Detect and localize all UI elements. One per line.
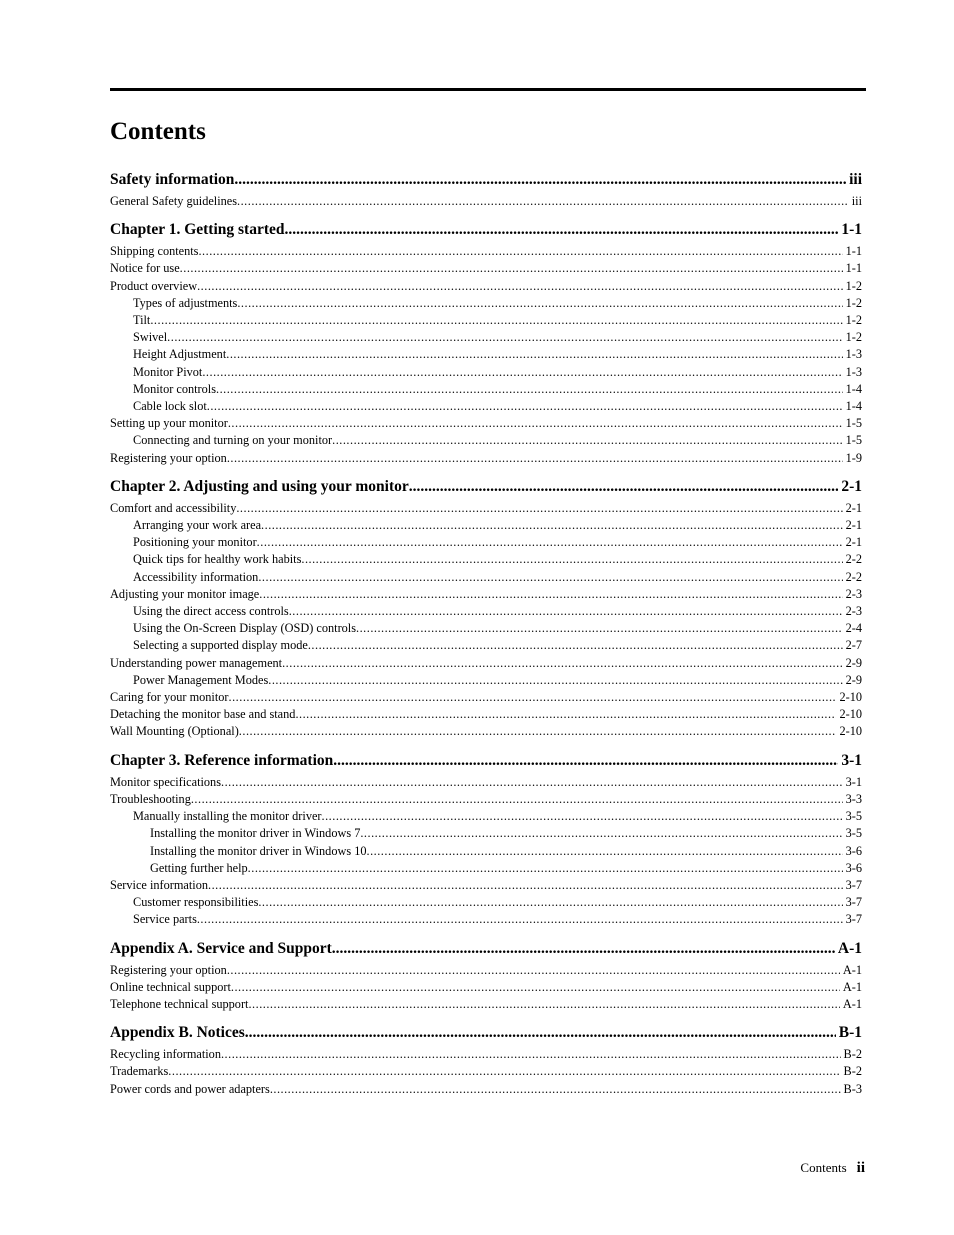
page-title: Contents <box>110 118 206 145</box>
toc-entry-label: Product overview <box>110 278 198 293</box>
toc-entry-page: 1-2 <box>845 313 862 328</box>
toc-heading-page: 2-1 <box>841 477 862 495</box>
toc-entry-page: 2-1 <box>845 500 862 515</box>
dot-leader <box>360 825 842 842</box>
dot-leader <box>234 170 846 190</box>
dot-leader <box>308 637 843 654</box>
dot-leader <box>268 672 842 689</box>
toc-section <box>110 751 862 929</box>
toc-entry-label: Positioning your monitor <box>133 535 257 550</box>
toc-entry-label: Using the direct access controls <box>133 604 289 619</box>
dot-leader <box>237 295 842 312</box>
toc-entry[interactable] <box>110 243 862 260</box>
toc-entry[interactable] <box>110 620 862 637</box>
toc-entry-label: Adjusting your monitor image <box>110 586 260 601</box>
toc-entry-label: Trademarks <box>110 1064 169 1079</box>
toc-entry-page: 1-9 <box>845 450 862 465</box>
toc-entry-page: 2-7 <box>845 638 862 653</box>
toc-section <box>110 220 862 467</box>
dot-leader <box>167 329 842 346</box>
dot-leader <box>258 894 842 911</box>
toc-entry[interactable] <box>110 911 862 928</box>
footer-page-number: ii <box>856 1160 865 1176</box>
dot-leader <box>245 1023 836 1043</box>
toc-entry-page: 1-5 <box>845 416 862 431</box>
toc-heading[interactable] <box>110 170 862 190</box>
toc-entry-page: 2-1 <box>845 535 862 550</box>
toc-entry-page: 3-7 <box>845 895 862 910</box>
dot-leader <box>301 551 842 568</box>
toc-entry[interactable] <box>110 432 862 449</box>
toc-entry-page: 1-1 <box>845 244 862 259</box>
toc-entry-page: 2-10 <box>839 690 862 705</box>
toc-entry-page: iii <box>851 194 862 208</box>
toc-entry-page: 3-1 <box>845 774 862 789</box>
toc-entry-page: 2-1 <box>845 518 862 533</box>
toc-entry-label: Comfort and accessibility <box>110 500 237 515</box>
dot-leader <box>180 260 843 277</box>
toc-entry[interactable] <box>110 825 862 842</box>
toc-entry-label: Wall Mounting (Optional) <box>110 724 239 739</box>
toc-entry-label: Monitor controls <box>133 381 216 396</box>
toc-entry-page: 2-9 <box>845 672 862 687</box>
toc-entry-label: Power cords and power adapters <box>110 1081 270 1096</box>
toc-heading-page: 1-1 <box>841 221 862 239</box>
dot-leader <box>285 220 839 240</box>
toc-entry[interactable] <box>110 894 862 911</box>
toc-entry-page: A-1 <box>842 979 862 994</box>
dot-leader <box>221 774 843 791</box>
dot-leader <box>248 996 839 1013</box>
toc-entry-page: 2-3 <box>845 604 862 619</box>
toc-entry-label: Service parts <box>133 912 197 927</box>
toc-entry-page: 2-2 <box>845 569 862 584</box>
dot-leader <box>248 860 843 877</box>
dot-leader <box>150 312 842 329</box>
toc-entry-label: Using the On-Screen Display (OSD) controls <box>133 621 357 636</box>
toc-heading[interactable] <box>110 939 862 959</box>
toc-entry-page: 1-2 <box>845 278 862 293</box>
toc-entry-label: Monitor specifications <box>110 774 221 789</box>
toc-section <box>110 939 862 1014</box>
dot-leader <box>237 193 849 210</box>
toc-entry-page: 1-5 <box>845 433 862 448</box>
toc-entry-page: B-3 <box>843 1081 862 1096</box>
toc-entry[interactable] <box>110 364 862 381</box>
toc-entry[interactable] <box>110 1046 862 1063</box>
toc-entry-label: Connecting and turning on your monitor <box>133 433 333 448</box>
toc-entry[interactable] <box>110 655 862 672</box>
toc-heading-page: B-1 <box>838 1024 862 1042</box>
toc-entry-label: Service information <box>110 877 209 892</box>
dot-leader <box>332 939 835 959</box>
toc-entry-label: Power Management Modes <box>133 672 269 687</box>
toc-entry-label: Troubleshooting <box>110 791 191 806</box>
toc-entry-page: 2-9 <box>845 655 862 670</box>
toc-heading-label: Chapter 1. Getting started <box>110 221 285 239</box>
toc-entry[interactable] <box>110 996 862 1013</box>
toc-entry-label: Arranging your work area <box>133 518 262 533</box>
toc-entry-page: 3-7 <box>845 877 862 892</box>
toc-entry-page: 1-4 <box>845 399 862 414</box>
dot-leader <box>197 911 843 928</box>
dot-leader <box>229 689 837 706</box>
toc-entry[interactable] <box>110 346 862 363</box>
dot-leader <box>207 398 843 415</box>
toc-entry[interactable] <box>110 415 862 432</box>
toc-entry[interactable] <box>110 962 862 979</box>
toc-heading-label: Chapter 2. Adjusting and using your monitor <box>110 477 409 495</box>
dot-leader <box>231 979 840 996</box>
toc-entry-page: 2-2 <box>845 552 862 567</box>
toc-entry-label: Quick tips for healthy work habits <box>133 552 302 567</box>
toc-entry-label: Getting further help <box>150 860 248 875</box>
toc-heading-label: Appendix A. Service and Support <box>110 939 332 957</box>
toc-entry-page: 1-4 <box>845 381 862 396</box>
toc-entry-label: Height Adjustment <box>133 347 227 362</box>
page-footer <box>800 1160 865 1177</box>
dot-leader <box>322 808 843 825</box>
toc-entry-label: Online technical support <box>110 979 231 994</box>
toc-entry[interactable] <box>110 979 862 996</box>
dot-leader <box>258 569 842 586</box>
dot-leader <box>227 450 843 467</box>
toc-entry[interactable] <box>110 723 862 740</box>
toc-entry[interactable] <box>110 1081 862 1098</box>
toc-entry-page: 1-2 <box>845 330 862 345</box>
toc-entry-label: Manually installing the monitor driver <box>133 809 322 824</box>
toc-entry-label: Shipping contents <box>110 244 199 259</box>
toc-entry-page: B-2 <box>843 1064 862 1079</box>
toc-entry-page: B-2 <box>843 1047 862 1062</box>
toc-entry-label: Recycling information <box>110 1047 221 1062</box>
toc-entry[interactable] <box>110 586 862 603</box>
dot-leader <box>261 517 843 534</box>
toc-entry[interactable] <box>110 706 862 723</box>
toc-entry-label: Registering your option <box>110 450 227 465</box>
toc-entry[interactable] <box>110 877 862 894</box>
dot-leader <box>270 1081 841 1098</box>
dot-leader <box>197 278 843 295</box>
toc-entry-label: Accessibility information <box>133 569 259 584</box>
toc-entry[interactable] <box>110 500 862 517</box>
dot-leader <box>198 243 842 260</box>
toc-entry-page: A-1 <box>842 962 862 977</box>
toc-entry-label: Setting up your monitor <box>110 416 228 431</box>
toc-entry[interactable] <box>110 551 862 568</box>
dot-leader <box>236 500 842 517</box>
toc-entry[interactable] <box>110 1063 862 1080</box>
toc-entry[interactable] <box>110 534 862 551</box>
toc-entry-label: Registering your option <box>110 962 227 977</box>
header-rule <box>110 88 866 91</box>
dot-leader <box>227 962 840 979</box>
dot-leader <box>367 843 843 860</box>
toc-entry-label: Monitor Pivot <box>133 364 203 379</box>
toc-entry-label: General Safety guidelines <box>110 194 238 208</box>
toc-heading-label: Appendix B. Notices <box>110 1024 245 1042</box>
toc-entry[interactable] <box>110 603 862 620</box>
toc-heading[interactable] <box>110 751 862 771</box>
toc-entry-page: A-1 <box>842 996 862 1011</box>
toc-entry-page: 3-6 <box>845 843 862 858</box>
toc-entry[interactable] <box>110 860 862 877</box>
toc-heading[interactable] <box>110 220 862 240</box>
toc-entry-label: Customer responsibilities <box>133 895 259 910</box>
toc-heading-label: Chapter 3. Reference information <box>110 751 334 769</box>
dot-leader <box>239 723 837 740</box>
dot-leader <box>208 877 843 894</box>
toc-entry[interactable] <box>110 278 862 295</box>
toc-entry-page: 2-3 <box>845 586 862 601</box>
dot-leader <box>356 620 843 637</box>
toc-section <box>110 477 862 741</box>
toc-entry-page: 2-4 <box>845 621 862 636</box>
toc-entry-label: Installing the monitor driver in Windows 10 <box>150 843 367 858</box>
dot-leader <box>289 603 843 620</box>
toc-entry-page: 1-2 <box>845 295 862 310</box>
toc-entry-label: Cable lock slot <box>133 399 207 414</box>
toc-entry[interactable] <box>110 381 862 398</box>
toc-entry-page: 1-3 <box>845 364 862 379</box>
dot-leader <box>216 381 843 398</box>
toc-entry-page: 3-5 <box>845 826 862 841</box>
toc-section <box>110 1023 862 1098</box>
toc-entry[interactable] <box>110 791 862 808</box>
toc-entry[interactable] <box>110 774 862 791</box>
toc-heading-page: A-1 <box>837 939 862 957</box>
dot-leader <box>191 791 843 808</box>
toc-entry-label: Telephone technical support <box>110 996 249 1011</box>
toc-entry-page: 2-10 <box>839 707 862 722</box>
toc-entry-label: Installing the monitor driver in Windows 7 <box>150 826 361 841</box>
toc-entry-page: 3-5 <box>845 809 862 824</box>
toc-entry[interactable] <box>110 569 862 586</box>
dot-leader <box>295 706 836 723</box>
toc-heading[interactable] <box>110 477 862 497</box>
toc-entry-page: 1-1 <box>845 261 862 276</box>
toc-entry-page: 1-3 <box>845 347 862 362</box>
toc-entry[interactable] <box>110 843 862 860</box>
toc-entry[interactable] <box>110 450 862 467</box>
toc-entry[interactable] <box>110 295 862 312</box>
dot-leader <box>332 432 842 449</box>
toc-heading-page: iii <box>849 171 862 188</box>
toc-entry-page: 3-6 <box>845 860 862 875</box>
toc-entry[interactable] <box>110 689 862 706</box>
toc-entry[interactable] <box>110 517 862 534</box>
toc-entry-label: Selecting a supported display mode <box>133 638 308 653</box>
dot-leader <box>333 751 838 771</box>
dot-leader <box>282 655 842 672</box>
toc-entry[interactable] <box>110 260 862 277</box>
dot-leader <box>168 1063 840 1080</box>
toc-entry-label: Caring for your monitor <box>110 690 229 705</box>
toc-entry[interactable] <box>110 193 862 210</box>
toc-entry-page: 2-10 <box>839 724 862 739</box>
dot-leader <box>221 1046 841 1063</box>
toc-entry-label: Types of adjustments <box>133 295 238 310</box>
toc-entry[interactable] <box>110 329 862 346</box>
toc-entry-label: Detaching the monitor base and stand <box>110 707 296 722</box>
dot-leader <box>202 364 842 381</box>
toc-entry[interactable] <box>110 312 862 329</box>
footer-label: Contents <box>800 1160 847 1175</box>
toc-entry[interactable] <box>110 672 862 689</box>
toc-entry-label: Tilt <box>133 313 151 328</box>
toc-entry-label: Understanding power management <box>110 655 283 670</box>
toc-entry[interactable] <box>110 398 862 415</box>
toc-heading-label: Safety information <box>110 171 235 188</box>
toc-heading[interactable] <box>110 1023 862 1043</box>
toc-entry-page: 3-7 <box>845 912 862 927</box>
toc-section <box>110 170 862 210</box>
table-of-contents <box>110 160 862 1098</box>
toc-entry-label: Swivel <box>133 330 168 345</box>
dot-leader <box>257 534 843 551</box>
dot-leader <box>228 415 843 432</box>
dot-leader <box>259 586 842 603</box>
dot-leader <box>409 477 839 497</box>
toc-heading-page: 3-1 <box>841 751 862 769</box>
toc-entry-page: 3-3 <box>845 791 862 806</box>
toc-entry[interactable] <box>110 637 862 654</box>
toc-entry[interactable] <box>110 808 862 825</box>
toc-entry-label: Notice for use <box>110 261 180 276</box>
dot-leader <box>226 346 842 363</box>
